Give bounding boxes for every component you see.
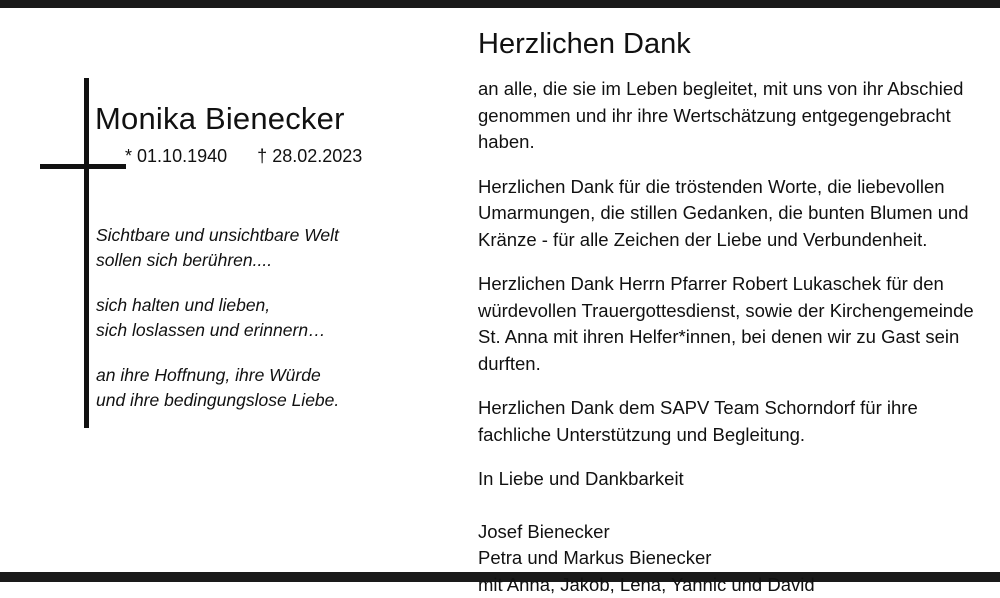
signatory: mit Anna, Jakob, Lena, Yannic und David (478, 572, 988, 598)
birth-date: 01.10.1940 (137, 146, 227, 166)
signatory: Josef Bienecker (478, 519, 988, 546)
poem-stanza: Sichtbare und unsichtbare Welt sollen sich berühren.... (96, 223, 426, 273)
card-top-border (0, 0, 1000, 8)
thanks-paragraph: Herzlichen Dank Herrn Pfarrer Robert Lukaschek für den würdevollen Trauergottesdienst, sowie der Kirchengemeinde St. Anna mit ihren Helfer*innen, bei denen wir zu Gast sein durften. (478, 271, 988, 377)
life-dates (125, 146, 362, 167)
death-date: 28.02.2023 (272, 146, 362, 166)
death-symbol: † (257, 146, 267, 166)
deceased-name: Monika Bienecker (95, 101, 345, 137)
poem-stanza: sich halten und lieben, sich loslassen und erinnern… (96, 293, 426, 343)
poem-stanza: an ihre Hoffnung, ihre Würde und ihre bedingungslose Liebe. (96, 363, 426, 413)
thanks-body (478, 76, 988, 598)
signatory: Petra und Markus Bienecker (478, 545, 988, 572)
birth-symbol: * (125, 146, 132, 166)
closing-line: In Liebe und Dankbarkeit (478, 466, 988, 493)
thanks-heading: Herzlichen Dank (478, 28, 691, 61)
thanks-paragraph: Herzlichen Dank für die tröstenden Worte, die liebevollen Umarmungen, die stillen Gedanken, die bunten Blumen und Kränze - für alle Zeichen der Liebe und Verbundenheit. (478, 174, 988, 254)
left-column (0, 8, 452, 572)
cross-vertical-bar (84, 78, 89, 428)
poem-block (96, 223, 426, 413)
cross-horizontal-bar (40, 164, 126, 169)
signature-block (478, 519, 988, 598)
thanks-paragraph: Herzlichen Dank dem SAPV Team Schorndorf für ihre fachliche Unterstützung und Begleitung. (478, 395, 988, 448)
thanks-paragraph: an alle, die sie im Leben begleitet, mit uns von ihr Abschied genommen und ihr ihre Wertschätzung entgegengebracht haben. (478, 76, 988, 156)
right-column (452, 8, 1000, 572)
card-content (0, 8, 1000, 572)
